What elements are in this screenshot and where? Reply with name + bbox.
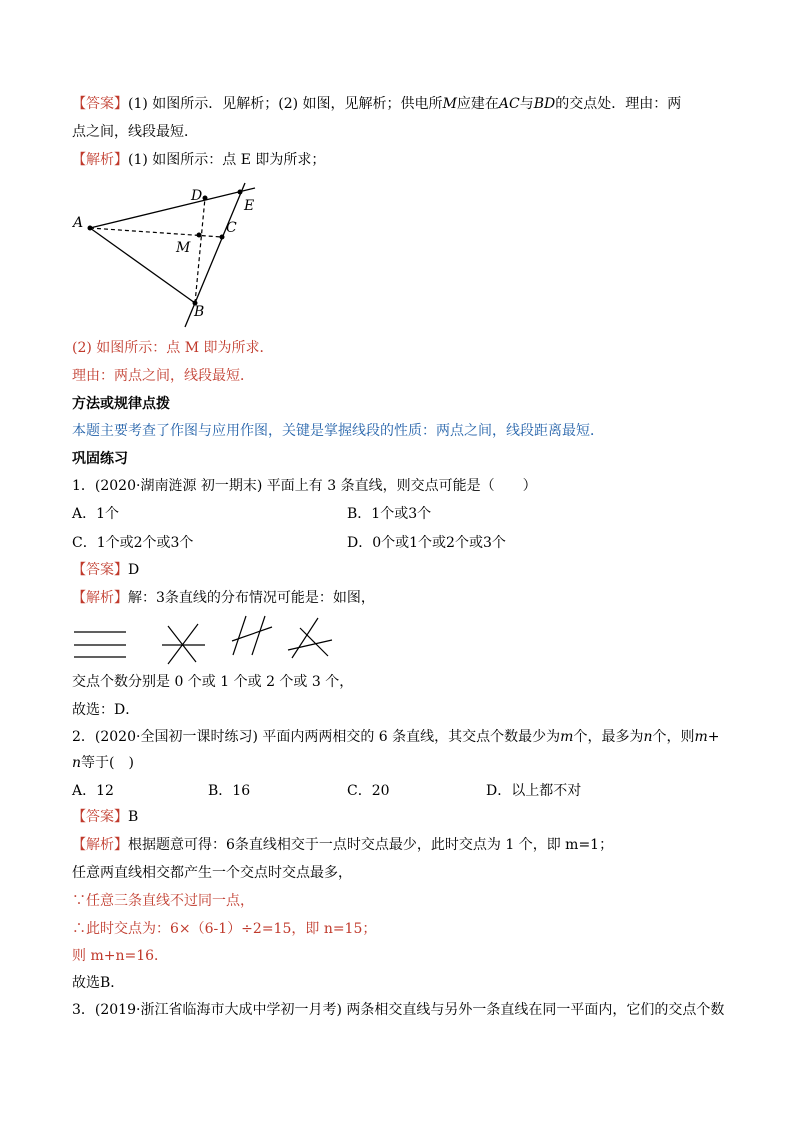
q2-option-a: A．12 (72, 783, 114, 799)
q1-option-d: D．0个或1个或2个或3个 (347, 535, 506, 551)
q1-option-a: A．1个 (72, 506, 120, 522)
label-B: B (194, 304, 205, 320)
method-text: 本题主要考查了作图与应用作图，关键是掌握线段的性质：两点之间，线段距离最短． (72, 423, 604, 439)
q2-stem-line-1: 2．(2020·全国初一课时练习) 平面内两两相交的 6 条直线，其交点个数最少为m个，最多为n个，则m+ (72, 729, 720, 745)
q2-option-d: D．以上都不对 (486, 783, 582, 799)
triangle-lines-group (288, 618, 332, 658)
q2-stem-line-2: n等于( ) (72, 755, 134, 771)
q3-stem: 3．(2019·浙江省临海市大成中学初一月考) 两条相交直线与另外一条直线在同一平面内，它们的交点个数 (72, 1002, 725, 1018)
q2-choose: 故选B． (72, 975, 125, 991)
method-heading: 方法或规律点拨 (72, 396, 170, 412)
q1-stem: 1．(2020·湖南涟源 初一期末) 平面上有 3 条直线，则交点可能是（ ） (72, 478, 537, 494)
q1-analysis: 【解析】解：3条直线的分布情况可能是：如图， (72, 590, 375, 606)
analysis-line-1: 【解析】(1) 如图所示：点 E 即为所求； (72, 152, 326, 168)
q2-option-c: C．20 (347, 783, 390, 799)
answer-line-1: 【答案】(1) 如图所示．见解析；(2) 如图，见解析；供电所M应建在AC与BD的交点处．理由：两 (72, 96, 682, 112)
q2-analysis-line-4: ∴此时交点为：6×（6-1）÷2=15，即 n=15； (72, 921, 377, 937)
q1-choose: 故选：D． (72, 702, 140, 718)
two-parallel-one-transversal-group (232, 616, 272, 655)
q2-analysis-line-3: ∵任意三条直线不过同一点， (72, 893, 254, 909)
q1-answer: 【答案】D (72, 562, 140, 578)
q2-analysis-line-2: 任意两直线相交都产生一个交点时交点最多， (72, 865, 352, 881)
parallel-lines-group (74, 632, 126, 657)
analysis-tag: 【解析】 (72, 152, 128, 168)
label-C: C (226, 220, 237, 236)
q2-answer: 【答案】B (72, 809, 139, 825)
concurrent-lines-group (162, 624, 205, 664)
q1-count: 交点个数分别是 0 个或 1 个或 2 个或 3 个， (72, 674, 354, 690)
fig-caption-line-2: 理由：两点之间，线段最短． (72, 368, 254, 384)
q1-option-b: B．1个或3个 (347, 506, 432, 522)
answer-tag: 【答案】 (72, 96, 128, 112)
fig-caption-line-1: (2) 如图所示：点 M 即为所求． (72, 340, 274, 356)
label-E: E (244, 198, 255, 214)
q2-analysis-line-5: 则 m+n=16． (72, 948, 169, 964)
q2-analysis: 【解析】根据题意可得：6条直线相交于一点时交点最少，此时交点为 1 个，即 m=1； (72, 837, 614, 853)
practice-heading: 巩固练习 (72, 451, 128, 467)
answer-line-2: 点之间，线段最短． (72, 124, 198, 140)
q1-option-c: C．1个或2个或3个 (72, 535, 194, 551)
label-M: M (176, 240, 191, 256)
label-D: D (191, 188, 203, 204)
q2-option-b: B．16 (208, 783, 251, 799)
label-A: A (73, 215, 84, 231)
